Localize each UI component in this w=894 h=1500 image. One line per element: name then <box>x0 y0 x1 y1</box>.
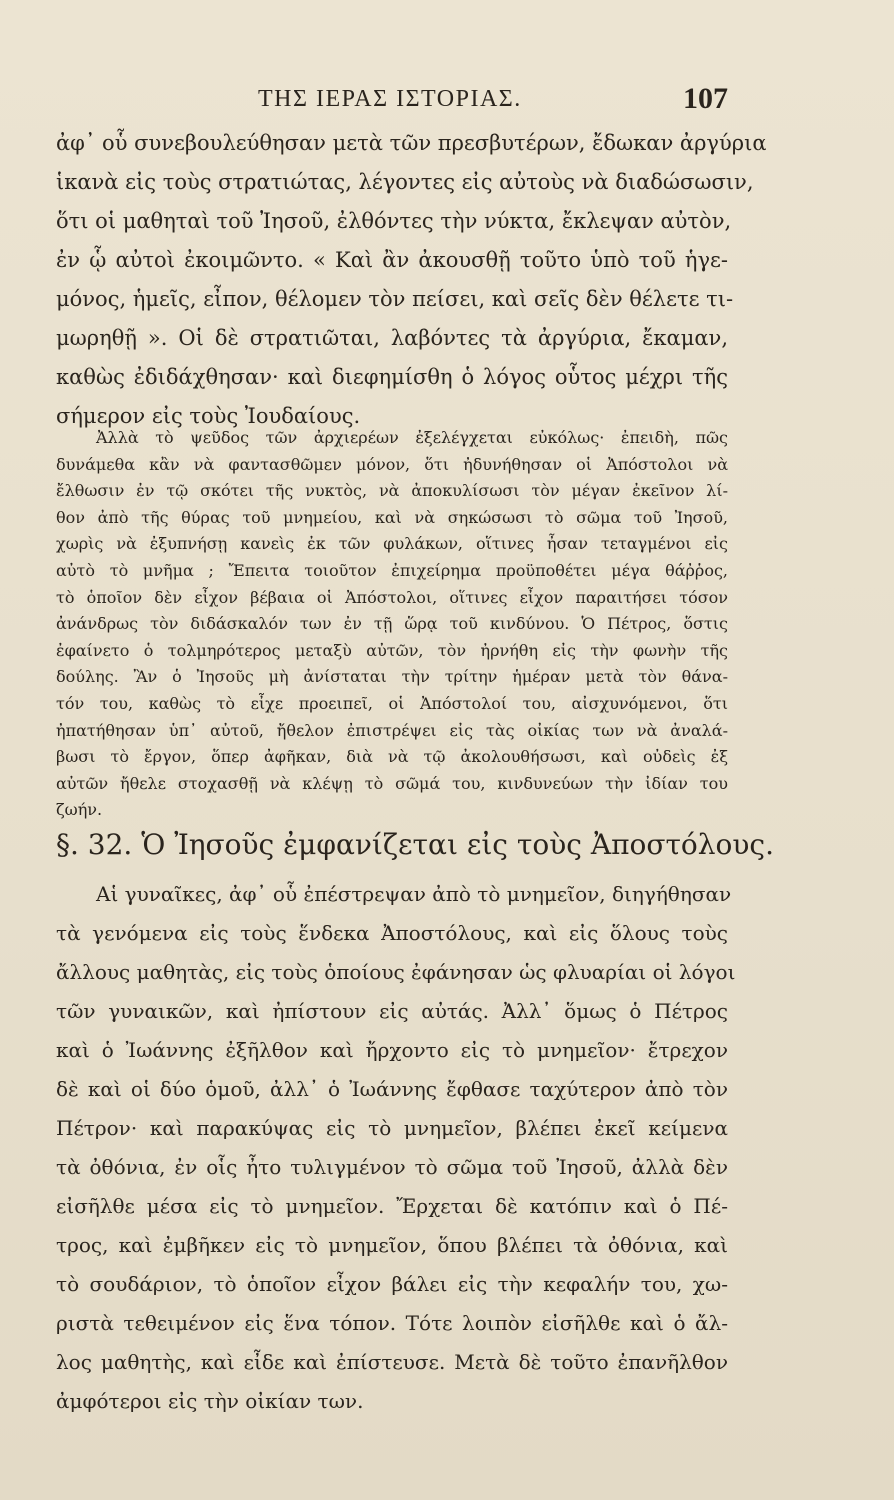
page-header <box>258 82 728 120</box>
page-number: 107 <box>683 82 728 115</box>
text-line: ἔλθωσιν ἐν τῷ σκότει τῆς νυκτὸς, νὰ ἀποκυλίσωσι τὸν μέγαν ἐκεῖνον λί- <box>56 481 728 501</box>
text-line: ἠπατήθησαν ὑπ᾽ αὐτοῦ, ἤθελον ἐπιστρέψει εἰς τὰς οἰκίας των νὰ ἀναλά- <box>56 720 728 740</box>
text-line: δούλης. Ἂν ὁ Ἰησοῦς μὴ ἀνίσταται τὴν τρίτην ἡμέραν μετὰ τὸν θάνα- <box>56 667 728 687</box>
paragraph-3 <box>56 875 736 1421</box>
text-line: θον ἀπὸ τῆς θύρας τοῦ μνημείου, καὶ νὰ σηκώσωσι τὸ σῶμα τοῦ Ἰησοῦ, <box>56 507 728 527</box>
text-line: σήμερον εἰς τοὺς Ἰουδαίους. <box>56 404 361 428</box>
text-line: Πέτρον· καὶ παρακύψας εἰς τὸ μνημεῖον, βλέπει ἐκεῖ κείμενα <box>56 1116 728 1140</box>
text-line: τὰ ὀθόνια, ἐν οἷς ἦτο τυλιγμένον τὸ σῶμα τοῦ Ἰησοῦ, ἀλλὰ δὲν <box>56 1155 728 1179</box>
text-line: τῶν γυναικῶν, καὶ ἠπίστουν εἰς αὐτάς. Ἀλλ᾽ ὅμως ὁ Πέτρος <box>56 999 728 1023</box>
text-line: δυνάμεθα κἂν νὰ φαντασθῶμεν μόνον, ὅτι ἠδυνήθησαν οἱ Ἀπόστολοι νὰ <box>56 454 728 474</box>
text-line: Ἀλλὰ τὸ ψεῦδος τῶν ἀρχιερέων ἐξελέγχεται εὐκόλως· ἐπειδὴ, πῶς <box>96 428 728 447</box>
text-line: ἐν ᾧ αὐτοὶ ἐκοιμῶντο. « Καὶ ἂν ἀκουσθῇ τοῦτο ὑπὸ τοῦ ἡγε- <box>56 248 728 272</box>
text-line: τὸ ὁποῖον δὲν εἶχον βέβαια οἱ Ἀπόστολοι, οἵτινες εἶχον παραιτήσει τόσον <box>56 587 728 607</box>
text-line: ἀνάνδρως τὸν διδάσκαλόν των ἐν τῇ ὥρᾳ τοῦ κινδύνου. Ὁ Πέτρος, ὅστις <box>56 614 728 634</box>
text-line: ἱκανὰ εἰς τοὺς στρατιώτας, λέγοντες εἰς αὐτοὺς νὰ διαδώσωσιν, <box>56 170 754 194</box>
text-line: Αἱ γυναῖκες, ἀφ᾽ οὗ ἐπέστρεψαν ἀπὸ τὸ μνημεῖον, διηγήθησαν <box>96 882 732 906</box>
text-line: τόν του, καθὼς τὸ εἶχε προειπεῖ, οἱ Ἀπόστολοί του, αἰσχυνόμενοι, ὅτι <box>56 693 728 713</box>
text-line: ἀμφότεροι εἰς τὴν οἰκίαν των. <box>56 1389 364 1413</box>
text-line: μωρηθῇ ». Οἱ δὲ στρατιῶται, λαβόντες τὰ ἀργύρια, ἔκαμαν, <box>56 326 728 350</box>
text-line: δὲ καὶ οἱ δύο ὁμοῦ, ἀλλ᾽ ὁ Ἰωάννης ἔφθασε ταχύτερον ἀπὸ τὸν <box>56 1077 728 1101</box>
text-line: αὐτῶν ἤθελε στοχασθῇ νὰ κλέψῃ τὸ σῶμά του, κινδυνεύων τὴν ἰδίαν του <box>56 773 728 793</box>
text-line: εἰσῆλθε μέσα εἰς τὸ μνημεῖον. Ἔρχεται δὲ κατόπιν καὶ ὁ Πέ- <box>56 1194 728 1218</box>
paragraph-1 <box>56 124 767 436</box>
text-line: ἐφαίνετο ὁ τολμηρότερος μεταξὺ αὐτῶν, τὸν ἠρνήθη εἰς τὴν φωνὴν τῆς <box>56 640 728 660</box>
text-line: ἀφ᾽ οὗ συνεβουλεύθησαν μετὰ τῶν πρεσβυτέρων, ἔδωκαν ἀργύρια <box>56 131 767 155</box>
running-head: ΤΗΣ ΙΕΡΑΣ ΙΣΤΟΡΙΑΣ. <box>258 86 522 112</box>
text-line: ζωήν. <box>56 800 103 820</box>
text-line: ἄλλους μαθητὰς, εἰς τοὺς ὁποίους ἐφάνησαν ὡς φλυαρίαι οἱ λόγοι <box>56 960 736 984</box>
text-line: καθὼς ἐδιδάχθησαν· καὶ διεφημίσθη ὁ λόγος οὗτος μέχρι τῆς <box>56 365 728 389</box>
text-line: λος μαθητὴς, καὶ εἶδε καὶ ἐπίστευσε. Μετὰ δὲ τοῦτο ἐπανῆλθον <box>56 1350 728 1374</box>
text-line: χωρὶς νὰ ἐξυπνήσῃ κανεὶς ἐκ τῶν φυλάκων, οἵτινες ἦσαν τεταγμένοι εἰς <box>56 534 728 554</box>
text-line: αὐτὸ τὸ μνῆμα ; Ἔπειτα τοιοῦτον ἐπιχείρημα προϋποθέτει μέγα θάῤῥος, <box>56 560 728 580</box>
text-line: ριστὰ τεθειμένον εἰς ἕνα τόπον. Τότε λοιπὸν εἰσῆλθε καὶ ὁ ἄλ- <box>56 1311 728 1335</box>
section-title: §. 32. Ὁ Ἰησοῦς ἐμφανίζεται εἰς τοὺς Ἀποστόλους. <box>56 828 774 861</box>
text-line: τὰ γενόμενα εἰς τοὺς ἕνδεκα Ἀποστόλους, καὶ εἰς ὅλους τοὺς <box>56 921 728 945</box>
text-line: τρος, καὶ ἐμβῆκεν εἰς τὸ μνημεῖον, ὅπου βλέπει τὰ ὀθόνια, καὶ <box>56 1233 728 1257</box>
paragraph-2 <box>56 425 728 824</box>
text-line: μόνος, ἡμεῖς, εἶπον, θέλομεν τὸν πείσει, καὶ σεῖς δὲν θέλετε τι- <box>56 287 734 311</box>
text-line: βωσι τὸ ἔργον, ὅπερ ἀφῆκαν, διὰ νὰ τῷ ἀκολουθήσωσι, καὶ οὐδεὶς ἐξ <box>56 747 728 767</box>
text-line: καὶ ὁ Ἰωάννης ἐξῆλθον καὶ ἤρχοντο εἰς τὸ μνημεῖον· ἔτρεχον <box>56 1038 728 1062</box>
text-line: τὸ σουδάριον, τὸ ὁποῖον εἶχον βάλει εἰς τὴν κεφαλήν του, χω- <box>56 1272 728 1296</box>
text-line: ὅτι οἱ μαθηταὶ τοῦ Ἰησοῦ, ἐλθόντες τὴν νύκτα, ἔκλεψαν αὐτὸν, <box>56 209 732 233</box>
